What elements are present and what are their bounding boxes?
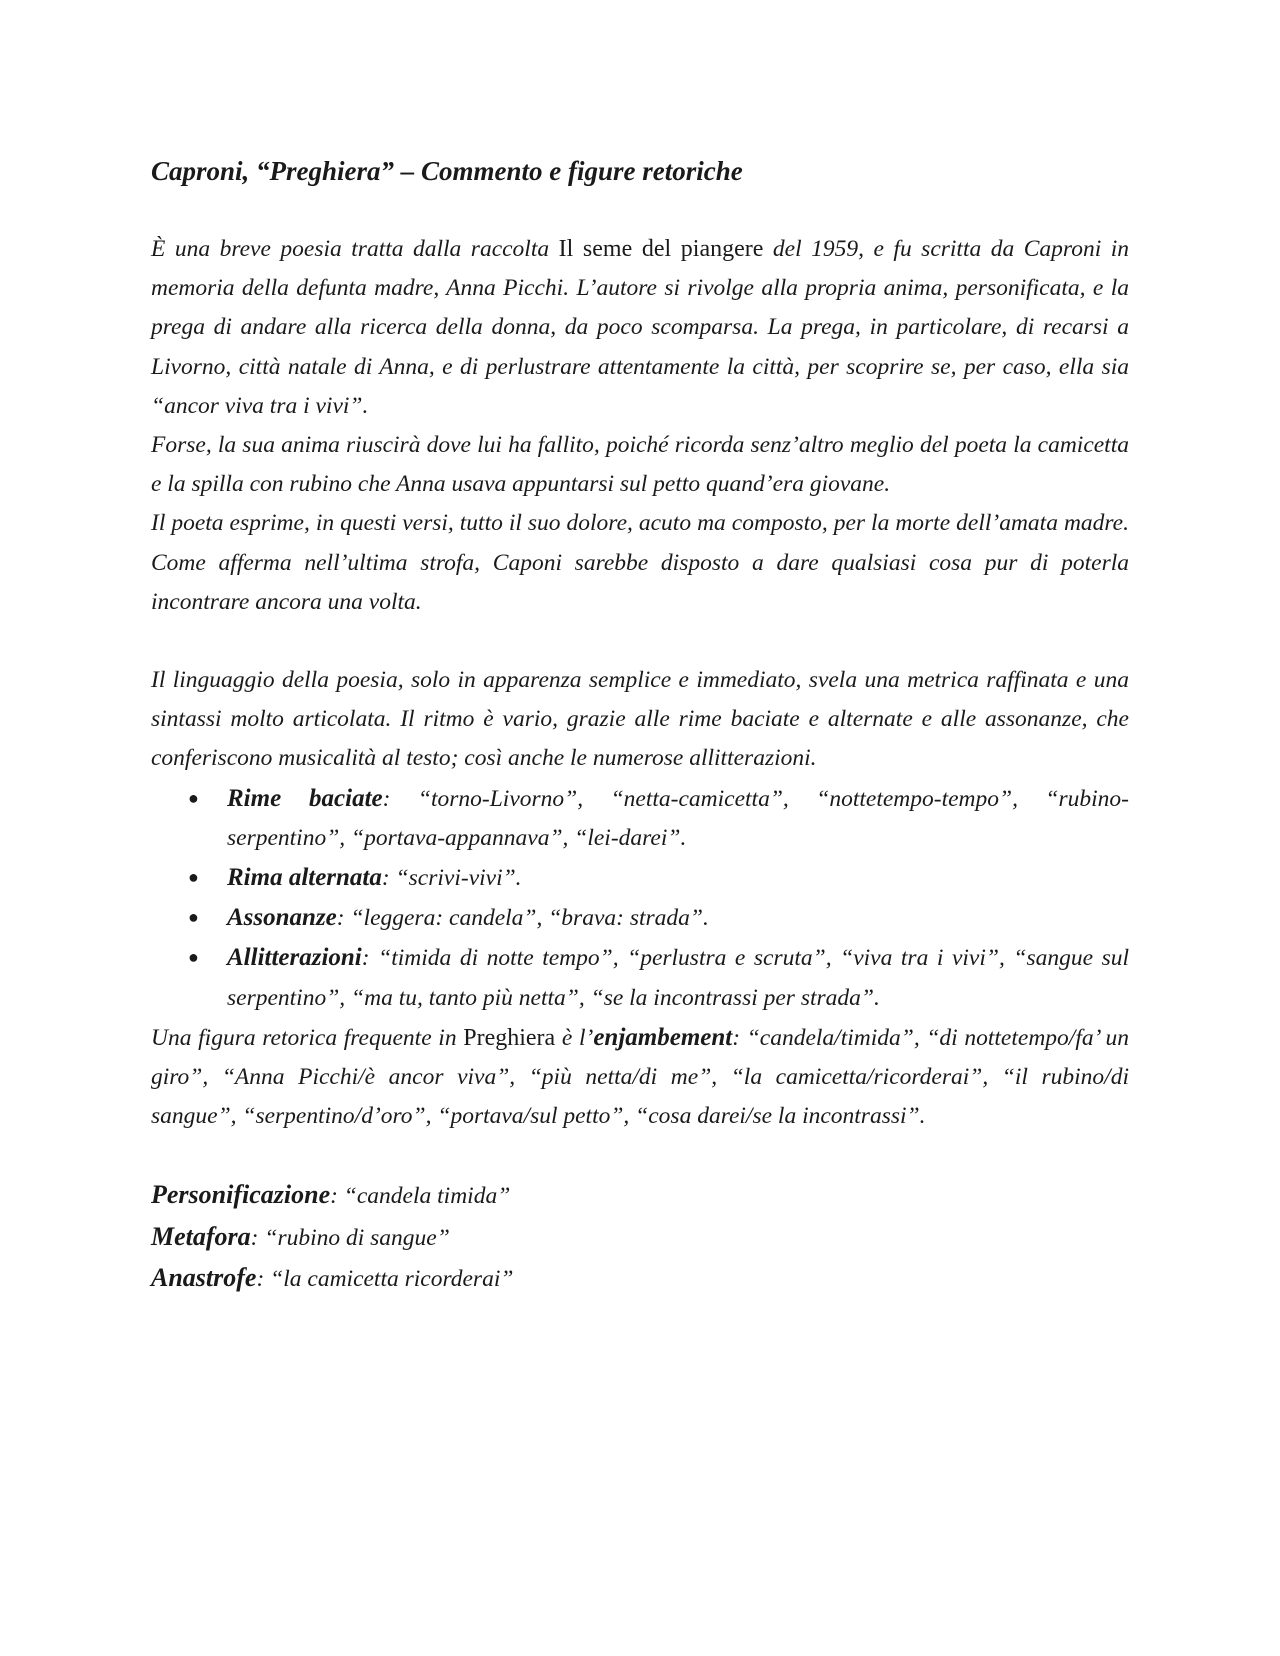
figure-term: Rima alternata	[227, 864, 382, 892]
definition-line	[151, 1217, 1129, 1258]
enjambement-term: enjambement	[593, 1023, 733, 1051]
document-body	[151, 150, 1129, 1299]
intro-text-a: È una breve poesia tratta dalla raccolta	[151, 236, 559, 262]
list-item	[227, 938, 1129, 1017]
figure-term: Allitterazioni	[227, 944, 362, 972]
enjambement-text-a: Una figura retorica frequente in	[151, 1024, 464, 1051]
book-title: Il seme del piangere	[558, 236, 764, 262]
definition-term: Personificazione	[151, 1180, 331, 1210]
figure-examples: : “scrivi-vivi”.	[381, 865, 522, 892]
definition-term: Metafora	[151, 1221, 251, 1251]
enjambement-paragraph	[151, 1018, 1129, 1137]
figure-term: Rime baciate	[227, 784, 383, 812]
figure-examples: : “torno-Livorno”, “netta-camicetta”, “nottetempo-tempo”, “rubino-serpentino”, “portava-appannava”, “lei-darei”.	[227, 785, 1129, 851]
figure-examples: : “timida di notte tempo”, “perlustra e scruta”, “viva tra i vivi”, “sangue sul serpentino”, “ma tu, tanto più netta”, “se la incontrassi per strada”.	[227, 945, 1129, 1011]
work-title: Preghiera	[463, 1024, 556, 1051]
list-item	[227, 858, 1129, 898]
figure-examples: : “leggera: candela”, “brava: strada”.	[336, 905, 709, 932]
list-item	[227, 779, 1129, 858]
page-title: Caproni, “Preghiera” – Commento e figure retoriche	[151, 156, 743, 186]
definition-line	[151, 1175, 1129, 1216]
intro-text-b: del 1959, e fu scritta da Caproni in memoria della defunta madre, Anna Picchi. L’autore si rivolge alla propria anima, personificata, e la prega di andare alla ricerca della donna, da poco scomparsa. La prega, in particolare, di recarsi a Livorno, città natale di Anna, e di perlustrare attentamente la città, per scoprire se, per caso, ella sia “ancor viva tra i vivi”.	[151, 236, 1129, 419]
intro-paragraph-2: Forse, la sua anima riuscirà dove lui ha fallito, poiché ricorda senz’altro meglio del poeta la camicetta e la spilla con rubino che Anna usava appuntarsi sul petto quand’era giovane.	[151, 432, 1129, 498]
paragraph-gap	[151, 622, 1129, 661]
figures-list	[151, 779, 1129, 1018]
intro-paragraph-1	[151, 230, 1129, 426]
language-paragraph: Il linguaggio della poesia, solo in apparenza semplice e immediato, svela una metrica raffinata e una sintassi molto articolata. Il ritmo è vario, grazie alle rime baciate e alternate e alle assonanze, che conferiscono musicalità al testo; così anche le numerose allitterazioni.	[151, 667, 1129, 772]
definition-example: : “la camicetta ricorderai”	[256, 1265, 514, 1292]
paragraph-gap	[151, 1136, 1129, 1175]
enjambement-examples: : “candela/timida”, “di nottetempo/fa’ un giro”, “Anna Picchi/è ancor viva”, “più netta/di me”, “la camicetta/ricorderai”, “il rubino/di sangue”, “serpentino/d’oro”, “portava/sul petto”, “cosa darei/se la incontrassi”.	[151, 1024, 1129, 1130]
definition-line	[151, 1258, 1129, 1299]
definition-example: : “rubino di sangue”	[250, 1224, 450, 1251]
definition-term: Anastrofe	[151, 1262, 257, 1292]
enjambement-text-b: è l’	[555, 1024, 594, 1051]
definition-example: : “candela timida”	[330, 1183, 511, 1210]
list-item	[227, 898, 1129, 938]
figure-term: Assonanze	[227, 904, 337, 932]
intro-paragraph-3: Il poeta esprime, in questi versi, tutto il suo dolore, acuto ma composto, per la morte dell’amata madre. Come afferma nell’ultima strofa, Caponi sarebbe disposto a dare qualsiasi cosa pur di poterla incontrare ancora una volta.	[151, 510, 1129, 615]
